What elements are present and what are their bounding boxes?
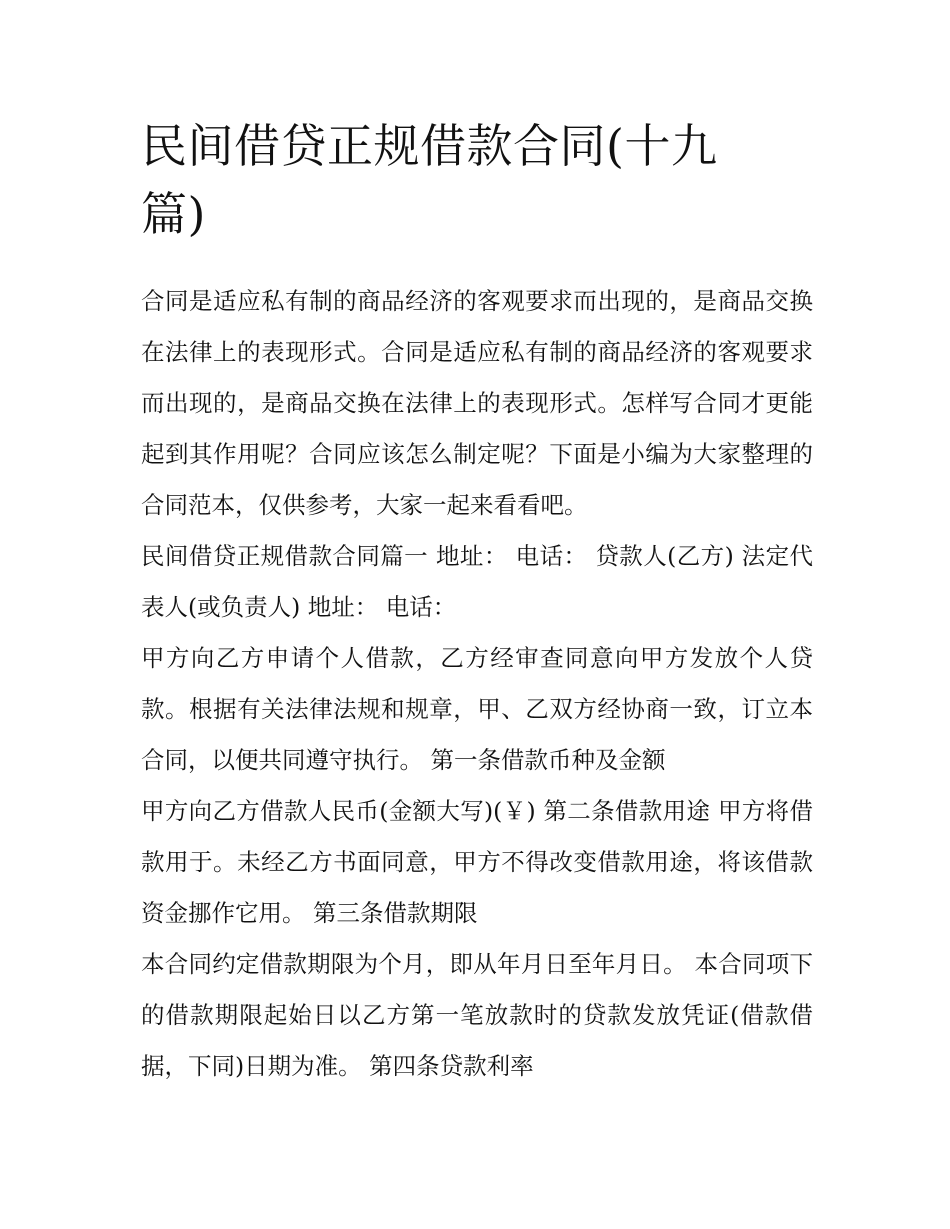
paragraph-parties: 民间借贷正规借款合同篇一 地址： 电话： 贷款人(乙方) 法定代表人(或负责人) 地址： 电话： [141,542,813,621]
paragraph-amount-purpose: 甲方向乙方借款人民币(金额大写)(￥) 第二条借款用途 甲方将借款用于。未经乙方书面同意，甲方不得改变借款用途，将该借款资金挪作它用。 第三条借款期限 [141,797,813,927]
document-title: 民间借贷正规借款合同(十九篇) [141,119,718,241]
paragraph-intro: 合同是适应私有制的商品经济的客观要求而出现的，是商品交换在法律上的表现形式。合同是适应私有制的商品经济的客观要求而出现的，是商品交换在法律上的表现形式。怎样写合同才更能起到其作用呢？合同应该怎么制定呢？下面是小编为大家整理的合同范本，仅供参考，大家一起来看看吧。 [141,287,813,519]
paragraph-agreement: 甲方向乙方申请个人借款，乙方经审查同意向甲方发放个人贷款。根据有关法律法规和规章，甲、乙双方经协商一致，订立本合同，以便共同遵守执行。 第一条借款币种及金额 [141,644,813,774]
paragraph-term: 本合同约定借款期限为个月，即从年月日至年月日。 本合同项下的借款期限起始日以乙方第一笔放款时的贷款发放凭证(借款借据，下同)日期为准。 第四条贷款利率 [141,950,813,1080]
